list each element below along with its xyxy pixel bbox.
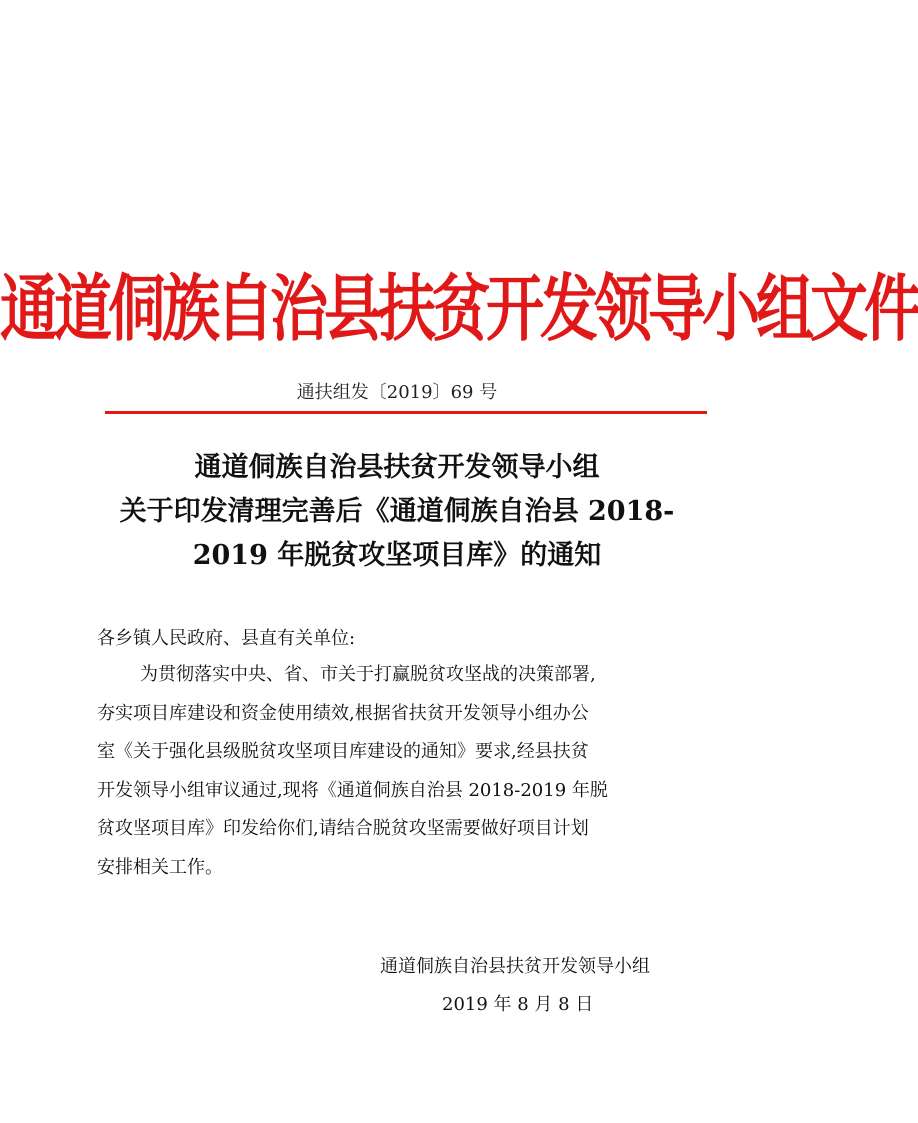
- body-line-6: 安排相关工作。: [97, 856, 223, 878]
- signature-organization: 通道侗族自治县扶贫开发领导小组: [380, 956, 650, 977]
- masthead-title: 通道侗族自治县扶贫开发领导小组文件: [0, 266, 918, 352]
- document-number: 通扶组发〔2019〕69 号: [296, 382, 498, 403]
- title-line-2: 关于印发清理完善后《通道侗族自治县 2018-: [119, 496, 675, 527]
- signature-date: 2019 年 8 月 8 日: [442, 994, 594, 1015]
- red-divider-rule: [105, 411, 707, 414]
- body-line-2: 夯实项目库建设和资金使用绩效,根据省扶贫开发领导小组办公: [97, 702, 589, 724]
- body-line-4: 开发领导小组审议通过,现将《通道侗族自治县 2018-2019 年脱: [97, 779, 608, 801]
- salutation: 各乡镇人民政府、县直有关单位:: [97, 628, 356, 649]
- body-line-5: 贫攻坚项目库》印发给你们,请结合脱贫攻坚需要做好项目计划: [97, 818, 589, 839]
- body-line-1: 为贯彻落实中央、省、市关于打赢脱贫攻坚战的决策部署,: [140, 664, 596, 685]
- title-line-3: 2019 年脱贫攻坚项目库》的通知: [192, 540, 602, 571]
- signature-block: [380, 948, 700, 1024]
- body-line-3: 室《关于强化县级脱贫攻坚项目库建设的通知》要求,经县扶贫: [97, 741, 589, 762]
- title-line-1: 通道侗族自治县扶贫开发领导小组: [194, 452, 600, 483]
- notice-title: [60, 446, 734, 578]
- body-paragraph: [97, 656, 701, 887]
